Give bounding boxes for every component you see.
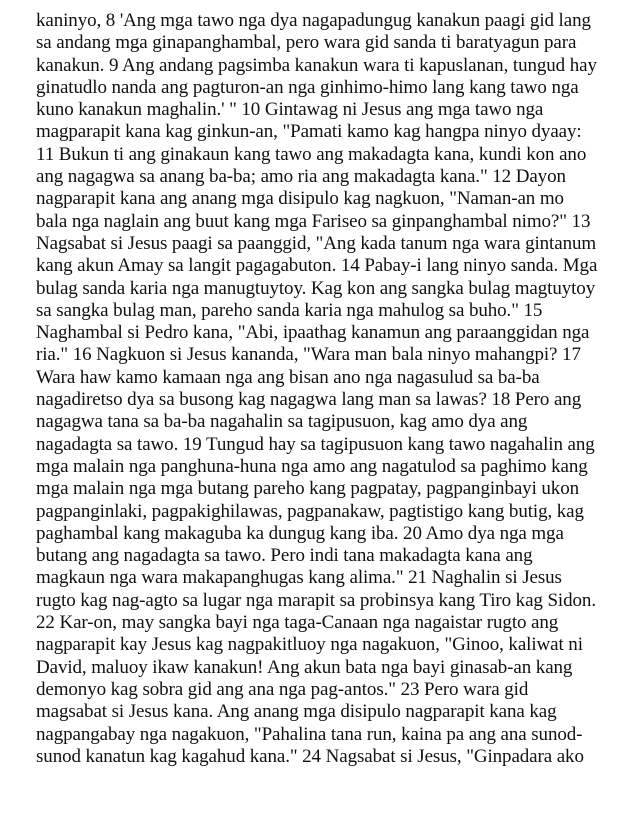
text-line: bala nga naglain ang buut kang mga Fariseo sa ginpanghambal nimo?" 13 [36,210,591,232]
text-line: nagparapit kana ang anang mga disipulo kag nagkuon, "Naman-an mo [36,188,564,210]
text-line: David, maluoy ikaw kanakun! Ang akun bata nga bayi ginasab-an kang [36,656,573,678]
text-line: magsabat si Jesus kana. Ang anang mga disipulo nagparapit kana kag [36,701,557,723]
text-line: nagpangabay nga nagakuon, "Pahalina tana run, kaina pa ang ana sunod- [36,723,583,745]
text-line: mga malain nga panghuna-huna nga amo ang nagatulod sa paghimo kang [36,455,588,477]
text-line: nagparapit kay Jesus kag nagpakitluoy nga nagakuon, "Ginoo, kaliwat ni [36,634,583,656]
text-line: nagagwa tana sa ba-ba nagahalin sa tagipusuon, kag amo dya ang [36,411,528,433]
text-line: Naghambal si Pedro kana, "Abi, ipaathag kanamun ang paraanggidan nga [36,322,590,344]
text-line: pagpanginlaki, pagpakighilawas, pagpanakaw, pagtistigo kang butig, kag [36,500,584,522]
text-line: kuno kanakun maghalin.' " 10 Gintawag ni Jesus ang mga tawo nga [36,99,544,121]
text-line: rugto kag nag-agto sa lugar nga marapit sa probinsya kang Tiro kag Sidon. [36,589,596,611]
text-line: sa andang mga ginapanghambal, pero wara gid sanda ti baratyagun para [36,32,577,54]
scripture-text-block [36,10,616,768]
text-line: 11 Bukun ti ang ginakaun kang tawo ang makadagta kana, kundi kon ano [36,143,587,165]
text-line: kang akun Amay sa langit pagagabuton. 14 Pabay-i lang ninyo sanda. Mga [36,255,598,277]
text-line: ria." 16 Nagkuon si Jesus kananda, "Wara man bala ninyo mahangpi? 17 [36,344,581,366]
text-line: Wara haw kamo kamaan nga ang bisan ano nga nagasulud sa ba-ba [36,366,540,388]
text-line: paghambal kang makaguba ka dungug kang iba. 20 Amo dya nga mga [36,522,564,544]
text-line: mga malain nga mga butang pareho kang pagpatay, pagpanginbayi ukon [36,478,579,500]
text-line: 22 Kar-on, may sangka bayi nga taga-Canaan nga nagaistar rugto ang [36,612,559,634]
text-line: magkaun nga wara makapanghugas kang alima." 21 Naghalin si Jesus [36,567,562,589]
text-line: kaninyo, 8 'Ang mga tawo nga dya nagapadungug kanakun paagi gid lang [36,10,591,31]
text-line: Nagsabat si Jesus paagi sa paanggid, "Ang kada tanum nga wara gintanum [36,232,597,254]
text-line: nagadiretso dya sa busong kag nagagwa lang man sa lawas? 18 Pero ang [36,389,582,411]
text-line: bulag sanda karia nga manugtuytoy. Kag kon ang sangka bulag magtuytoy [36,277,596,299]
text-line: kanakun. 9 Ang andang pagsimba kanakun wara ti kapuslanan, tungud hay [36,54,597,76]
text-line: ang nagagwa sa anang ba-ba; amo ria ang makadagta kana." 12 Dayon [36,166,566,188]
text-line: magparapit kana kag ginkun-an, "Pamati kamo kag hangpa ninyo dyaay: [36,121,582,143]
text-line: sunod kanatun kag kagahud kana." 24 Nagsabat si Jesus, "Ginpadara ako [36,745,584,767]
text-line: ginatudlo nanda ang pagturon-an nga ginhimo-himo lang kang tawo nga [36,76,579,98]
text-line: butang ang nagadagta sa tawo. Pero indi tana makadagta kana ang [36,545,533,567]
text-line: sa sangka bulag man, pareho sanda karia nga mahulog sa buho." 15 [36,299,543,321]
text-line: nagadagta sa tawo. 19 Tungud hay sa tagipusuon kang tawo nagahalin ang [36,433,595,455]
text-line: demonyo kag sobra gid ang ana nga pag-antos." 23 Pero wara gid [36,678,529,700]
